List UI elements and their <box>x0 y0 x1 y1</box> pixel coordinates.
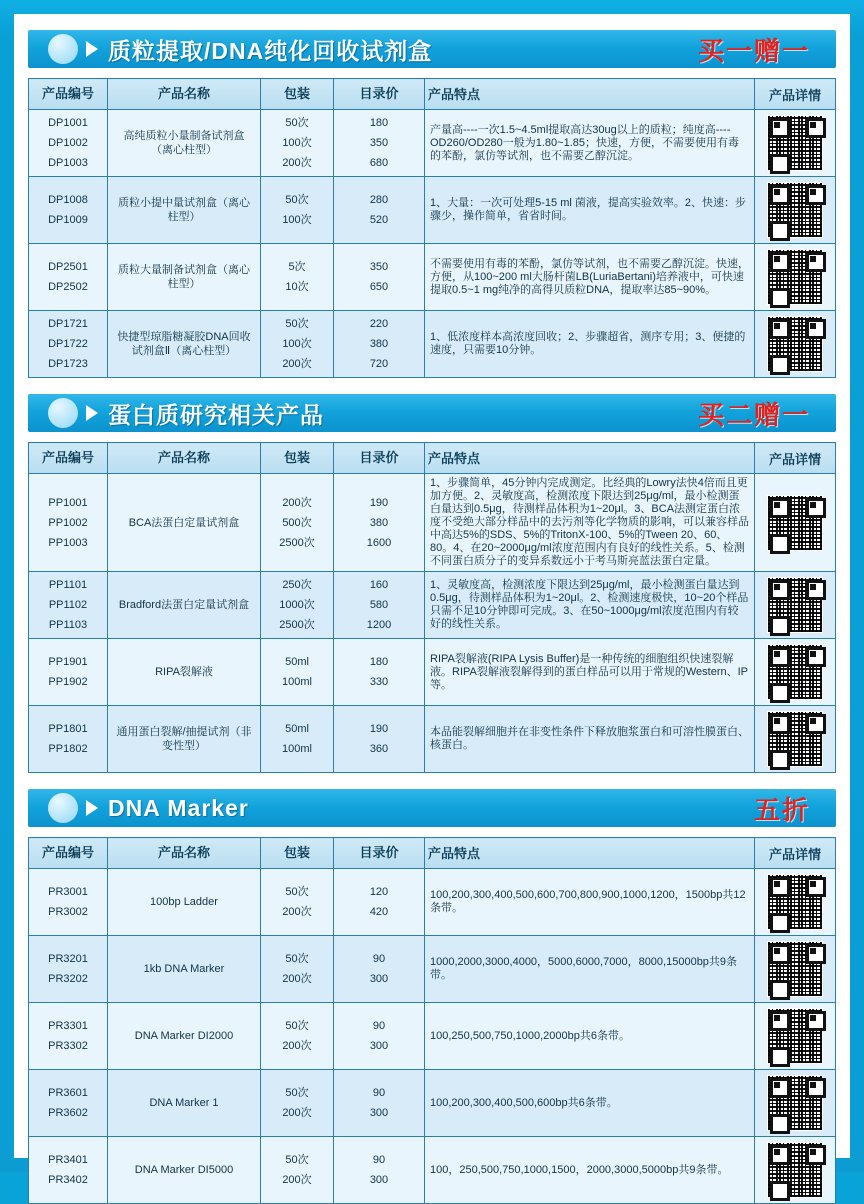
qr-code[interactable] <box>767 316 823 372</box>
products-table <box>28 837 836 1204</box>
price-cell <box>334 110 425 177</box>
table-row <box>29 639 836 706</box>
column-header: 产品名称 <box>108 443 261 474</box>
bullet-circle-icon <box>48 398 78 428</box>
table-header-row <box>29 79 836 110</box>
price-value: 180 <box>369 656 389 668</box>
product-code: PR3402 <box>48 1174 88 1186</box>
promo-badge: 买二赠一 <box>697 399 810 430</box>
price-value: 300 <box>369 973 389 985</box>
products-table-wrapper <box>28 442 836 773</box>
feature-cell: 不需要使用有毒的苯酚，氯仿等试剂，也不需要乙醇沉淀。快速，方便，从100~200 ml大肠杆菌LB(LuriaBertani)培养液中，可快速提取0.5~1 mg纯净的高得贝质粒DNA，提取率达85~90%。 <box>425 244 755 311</box>
price-value: 90 <box>372 1087 386 1099</box>
promo-badge: 五折 <box>753 794 810 825</box>
package-value: 200次 <box>282 1107 312 1119</box>
price-value: 380 <box>369 516 389 529</box>
products-table-wrapper <box>28 837 836 1204</box>
product-code: PR3001 <box>48 886 88 898</box>
product-code: PP1802 <box>48 743 88 755</box>
product-name-cell: 质粒大量制备试剂盒（离心柱型） <box>108 244 261 311</box>
section-header <box>28 394 836 432</box>
product-code: PP1003 <box>48 536 88 549</box>
product-code: PP1002 <box>48 516 88 529</box>
package-value: 50次 <box>285 318 309 330</box>
package-cell <box>261 1003 334 1070</box>
catalog-section <box>14 789 850 1204</box>
product-code: DP1003 <box>48 157 88 169</box>
section-title: 质粒提取/DNA纯化回收试剂盒 <box>108 37 433 64</box>
product-detail-cell <box>755 177 836 244</box>
price-value: 220 <box>369 318 389 330</box>
products-table <box>28 442 836 773</box>
price-value: 420 <box>369 906 389 918</box>
package-cell <box>261 639 334 706</box>
price-value: 180 <box>369 117 389 129</box>
price-value: 380 <box>369 338 389 350</box>
package-cell <box>261 706 334 773</box>
table-row <box>29 572 836 639</box>
feature-cell: 1、灵敏度高，检测浓度下限达到25μg/ml，最小检测蛋白量达到0.5μg，待测样品体积为1~20μl。2、检测速度极快，10~20个样品只需不足10分钟即可完成。3、在50~1000μg/ml浓度范围内有较好的线性关系。 <box>425 572 755 639</box>
price-cell <box>334 869 425 936</box>
price-value: 90 <box>372 953 386 965</box>
price-value: 90 <box>372 1020 386 1032</box>
package-cell <box>261 936 334 1003</box>
qr-code[interactable] <box>767 1008 823 1064</box>
column-header: 目录价 <box>334 838 425 869</box>
product-code: DP1001 <box>48 117 88 129</box>
play-triangle-icon <box>86 41 98 57</box>
product-code: DP1002 <box>48 137 88 149</box>
package-value: 100次 <box>282 338 312 350</box>
table-row <box>29 936 836 1003</box>
product-code-cell <box>29 869 108 936</box>
product-code-cell <box>29 1070 108 1137</box>
price-cell <box>334 1003 425 1070</box>
feature-cell: 1、低浓度样本高浓度回收；2、步骤超省，测序专用；3、便捷的速度，只需要10分钟。 <box>425 311 755 378</box>
qr-code[interactable] <box>767 874 823 930</box>
package-cell <box>261 474 334 572</box>
product-code: PR3602 <box>48 1107 88 1119</box>
product-code: PP1103 <box>48 619 88 631</box>
table-header-row <box>29 443 836 474</box>
package-value: 50次 <box>285 886 309 898</box>
qr-code[interactable] <box>767 941 823 997</box>
price-cell <box>334 639 425 706</box>
package-cell <box>261 110 334 177</box>
price-value: 680 <box>369 157 389 169</box>
product-name-cell: 质粒小提中量试剂盒（离心柱型） <box>108 177 261 244</box>
product-name-cell: 快捷型琼脂糖凝胶DNA回收试剂盒Ⅱ（离心柱型） <box>108 311 261 378</box>
package-value: 100ml <box>282 676 312 688</box>
price-value: 350 <box>369 137 389 149</box>
table-row <box>29 869 836 936</box>
price-value: 300 <box>369 1174 389 1186</box>
column-header: 目录价 <box>334 443 425 474</box>
bullet-circle-icon <box>48 793 78 823</box>
column-header: 目录价 <box>334 79 425 110</box>
price-value: 1600 <box>366 536 392 549</box>
package-value: 10次 <box>285 281 309 293</box>
table-row <box>29 1137 836 1204</box>
product-name-cell: DNA Marker DI2000 <box>108 1003 261 1070</box>
package-cell <box>261 244 334 311</box>
column-header: 产品详情 <box>755 443 836 474</box>
product-code: PR3401 <box>48 1154 88 1166</box>
product-code-cell <box>29 1003 108 1070</box>
price-value: 90 <box>372 1154 386 1166</box>
product-detail-cell <box>755 706 836 773</box>
table-row <box>29 311 836 378</box>
column-header: 包装 <box>261 443 334 474</box>
package-value: 2500次 <box>279 619 315 631</box>
product-name-cell: 高纯质粒小量制备试剂盒（离心柱型） <box>108 110 261 177</box>
feature-cell: 100,250,500,750,1000,2000bp共6条带。 <box>425 1003 755 1070</box>
section-title: 蛋白质研究相关产品 <box>108 401 324 428</box>
feature-cell: 100，250,500,750,1000,1500，2000,3000,5000bp共9条带。 <box>425 1137 755 1204</box>
product-name-cell: 1kb DNA Marker <box>108 936 261 1003</box>
product-name-cell: DNA Marker 1 <box>108 1070 261 1137</box>
product-detail-cell <box>755 244 836 311</box>
bullet-circle-icon <box>48 34 78 64</box>
feature-cell: 100,200,300,400,500,600,700,800,900,1000,1200，1500bp共12条带。 <box>425 869 755 936</box>
feature-cell: RIPA裂解液(RIPA Lysis Buffer)是一种传统的细胞组织快速裂解液。RIPA裂解液裂解得到的蛋白样品可以用于常规的Western、IP等。 <box>425 639 755 706</box>
price-cell <box>334 244 425 311</box>
package-value: 50次 <box>285 194 309 206</box>
product-code-cell <box>29 639 108 706</box>
package-value: 50次 <box>285 953 309 965</box>
package-value: 200次 <box>282 973 312 985</box>
product-code: PP1901 <box>48 656 88 668</box>
product-detail-cell <box>755 1070 836 1137</box>
package-value: 100ml <box>282 743 312 755</box>
feature-cell: 1、步骤简单，45分钟内完成测定。比经典的Lowry法快4倍而且更加方便。2、灵敏度高，检测浓度下限达到25μg/ml，最小检测蛋白量达到0.5μg，待测样品体积为1~20μl。3、BCA法测定蛋白浓度不受绝大部分样品中的去污剂等化学物质的影响，可以兼容样品中高达5%的SDS、5%的TritonX-100、5%的Tween 20、60、80。4、在20~2000μg/ml浓度范围内有良好的线性关系。5、检测不同蛋白质分子的变异系数远小于考马斯亮蓝法蛋白定量。 <box>425 474 755 572</box>
price-value: 580 <box>369 599 389 611</box>
product-name-cell: 100bp Ladder <box>108 869 261 936</box>
catalog-section <box>14 30 850 378</box>
play-triangle-icon <box>86 405 98 421</box>
product-code: DP1721 <box>48 318 88 330</box>
price-cell <box>334 474 425 572</box>
column-header: 产品名称 <box>108 838 261 869</box>
catalog-section <box>14 394 850 773</box>
package-cell <box>261 1137 334 1204</box>
section-header <box>28 30 836 68</box>
feature-cell: 本品能裂解细胞并在非变性条件下释放胞浆蛋白和可溶性膜蛋白、核蛋白。 <box>425 706 755 773</box>
package-value: 2500次 <box>279 536 315 549</box>
section-header <box>28 789 836 827</box>
column-header: 产品详情 <box>755 838 836 869</box>
product-code: DP2502 <box>48 281 88 293</box>
play-triangle-icon <box>86 800 98 816</box>
product-name-cell: DNA Marker DI5000 <box>108 1137 261 1204</box>
price-value: 300 <box>369 1107 389 1119</box>
product-code: PR3202 <box>48 973 88 985</box>
promo-badge: 买一赠一 <box>697 35 810 66</box>
price-cell <box>334 1070 425 1137</box>
product-detail-cell <box>755 1137 836 1204</box>
product-code-cell <box>29 110 108 177</box>
package-cell <box>261 572 334 639</box>
price-value: 160 <box>369 579 389 591</box>
product-code: PP1902 <box>48 676 88 688</box>
package-cell <box>261 869 334 936</box>
price-value: 190 <box>369 496 389 509</box>
price-value: 280 <box>369 194 389 206</box>
product-name-cell: Bradford法蛋白定量试剂盒 <box>108 572 261 639</box>
price-cell <box>334 1137 425 1204</box>
product-code-cell <box>29 474 108 572</box>
product-code-cell <box>29 936 108 1003</box>
qr-code[interactable] <box>767 495 823 551</box>
package-value: 50次 <box>285 1020 309 1032</box>
table-row <box>29 474 836 572</box>
product-code: PP1102 <box>48 599 88 611</box>
product-code-cell <box>29 706 108 773</box>
package-value: 50次 <box>285 1087 309 1099</box>
package-value: 1000次 <box>279 599 315 611</box>
package-cell <box>261 177 334 244</box>
product-code: PP1101 <box>48 579 88 591</box>
column-header: 产品特点 <box>425 838 755 869</box>
section-title: DNA Marker <box>108 794 249 821</box>
qr-code[interactable] <box>767 577 823 633</box>
table-row <box>29 1070 836 1137</box>
product-detail-cell <box>755 572 836 639</box>
table-row <box>29 244 836 311</box>
catalog-content <box>14 14 850 1186</box>
column-header: 产品详情 <box>755 79 836 110</box>
price-value: 360 <box>369 743 389 755</box>
column-header: 产品编号 <box>29 79 108 110</box>
product-code: DP1009 <box>48 214 88 226</box>
table-row <box>29 706 836 773</box>
feature-cell: 1000,2000,3000,4000，5000,6000,7000，8000,15000bp共9条带。 <box>425 936 755 1003</box>
price-value: 300 <box>369 1040 389 1052</box>
package-value: 250次 <box>282 579 312 591</box>
package-value: 50ml <box>285 723 309 735</box>
table-row <box>29 177 836 244</box>
price-cell <box>334 311 425 378</box>
product-code: DP2501 <box>48 261 88 273</box>
package-value: 200次 <box>282 1174 312 1186</box>
qr-code[interactable] <box>767 1142 823 1198</box>
product-code-cell <box>29 572 108 639</box>
product-code-cell <box>29 244 108 311</box>
price-cell <box>334 572 425 639</box>
price-value: 1200 <box>366 619 392 631</box>
product-code: DP1723 <box>48 358 88 370</box>
package-value: 200次 <box>282 358 312 370</box>
product-detail-cell <box>755 474 836 572</box>
price-cell <box>334 177 425 244</box>
product-detail-cell <box>755 639 836 706</box>
package-value: 50ml <box>285 656 309 668</box>
package-value: 200次 <box>282 157 312 169</box>
price-value: 720 <box>369 358 389 370</box>
product-code-cell <box>29 311 108 378</box>
products-table-wrapper <box>28 78 836 378</box>
price-value: 650 <box>369 281 389 293</box>
product-code: PR3302 <box>48 1040 88 1052</box>
price-value: 190 <box>369 723 389 735</box>
product-detail-cell <box>755 936 836 1003</box>
package-value: 200次 <box>282 496 312 509</box>
package-value: 100次 <box>282 214 312 226</box>
column-header: 产品特点 <box>425 79 755 110</box>
product-detail-cell <box>755 1003 836 1070</box>
qr-code[interactable] <box>767 115 823 171</box>
feature-cell: 产量高----一次1.5~4.5ml提取高达30ug以上的质粒；纯度高----OD260/OD280一般为1.80~1.85；快速，方便，不需要使用有毒的苯酚，氯仿等试剂，也不需要乙醇沉淀。 <box>425 110 755 177</box>
product-code: DP1722 <box>48 338 88 350</box>
price-cell <box>334 706 425 773</box>
package-value: 50次 <box>285 1154 309 1166</box>
table-header-row <box>29 838 836 869</box>
product-code: PR3301 <box>48 1020 88 1032</box>
package-value: 50次 <box>285 117 309 129</box>
package-value: 200次 <box>282 906 312 918</box>
qr-code[interactable] <box>767 182 823 238</box>
product-detail-cell <box>755 110 836 177</box>
package-value: 100次 <box>282 137 312 149</box>
package-cell <box>261 311 334 378</box>
product-detail-cell <box>755 311 836 378</box>
column-header: 产品编号 <box>29 443 108 474</box>
package-value: 200次 <box>282 1040 312 1052</box>
product-name-cell: BCA法蛋白定量试剂盒 <box>108 474 261 572</box>
product-code: PP1801 <box>48 723 88 735</box>
price-cell <box>334 936 425 1003</box>
column-header: 产品特点 <box>425 443 755 474</box>
column-header: 包装 <box>261 79 334 110</box>
product-detail-cell <box>755 869 836 936</box>
product-code: PP1001 <box>48 496 88 509</box>
product-code: PR3601 <box>48 1087 88 1099</box>
price-value: 330 <box>369 676 389 688</box>
qr-code[interactable] <box>767 249 823 305</box>
product-code: PR3002 <box>48 906 88 918</box>
table-row <box>29 1003 836 1070</box>
product-code: DP1008 <box>48 194 88 206</box>
page-sheet <box>14 14 850 1186</box>
qr-code[interactable] <box>767 711 823 767</box>
price-value: 520 <box>369 214 389 226</box>
qr-code[interactable] <box>767 1075 823 1131</box>
table-row <box>29 110 836 177</box>
product-code-cell <box>29 1137 108 1204</box>
product-code: PR3201 <box>48 953 88 965</box>
column-header: 包装 <box>261 838 334 869</box>
package-value: 500次 <box>282 516 312 529</box>
product-name-cell: 通用蛋白裂解/抽提试剂（非变性型） <box>108 706 261 773</box>
package-value: 5次 <box>288 261 306 273</box>
price-value: 120 <box>369 886 389 898</box>
package-cell <box>261 1070 334 1137</box>
product-name-cell: RIPA裂解液 <box>108 639 261 706</box>
product-code-cell <box>29 177 108 244</box>
column-header: 产品名称 <box>108 79 261 110</box>
products-table <box>28 78 836 378</box>
column-header: 产品编号 <box>29 838 108 869</box>
qr-code[interactable] <box>767 644 823 700</box>
feature-cell: 100,200,300,400,500,600bp共6条带。 <box>425 1070 755 1137</box>
feature-cell: 1、大量：一次可处理5-15 ml 菌液，提高实验效率。2、快速：步骤少，操作简单，省省时间。 <box>425 177 755 244</box>
price-value: 350 <box>369 261 389 273</box>
